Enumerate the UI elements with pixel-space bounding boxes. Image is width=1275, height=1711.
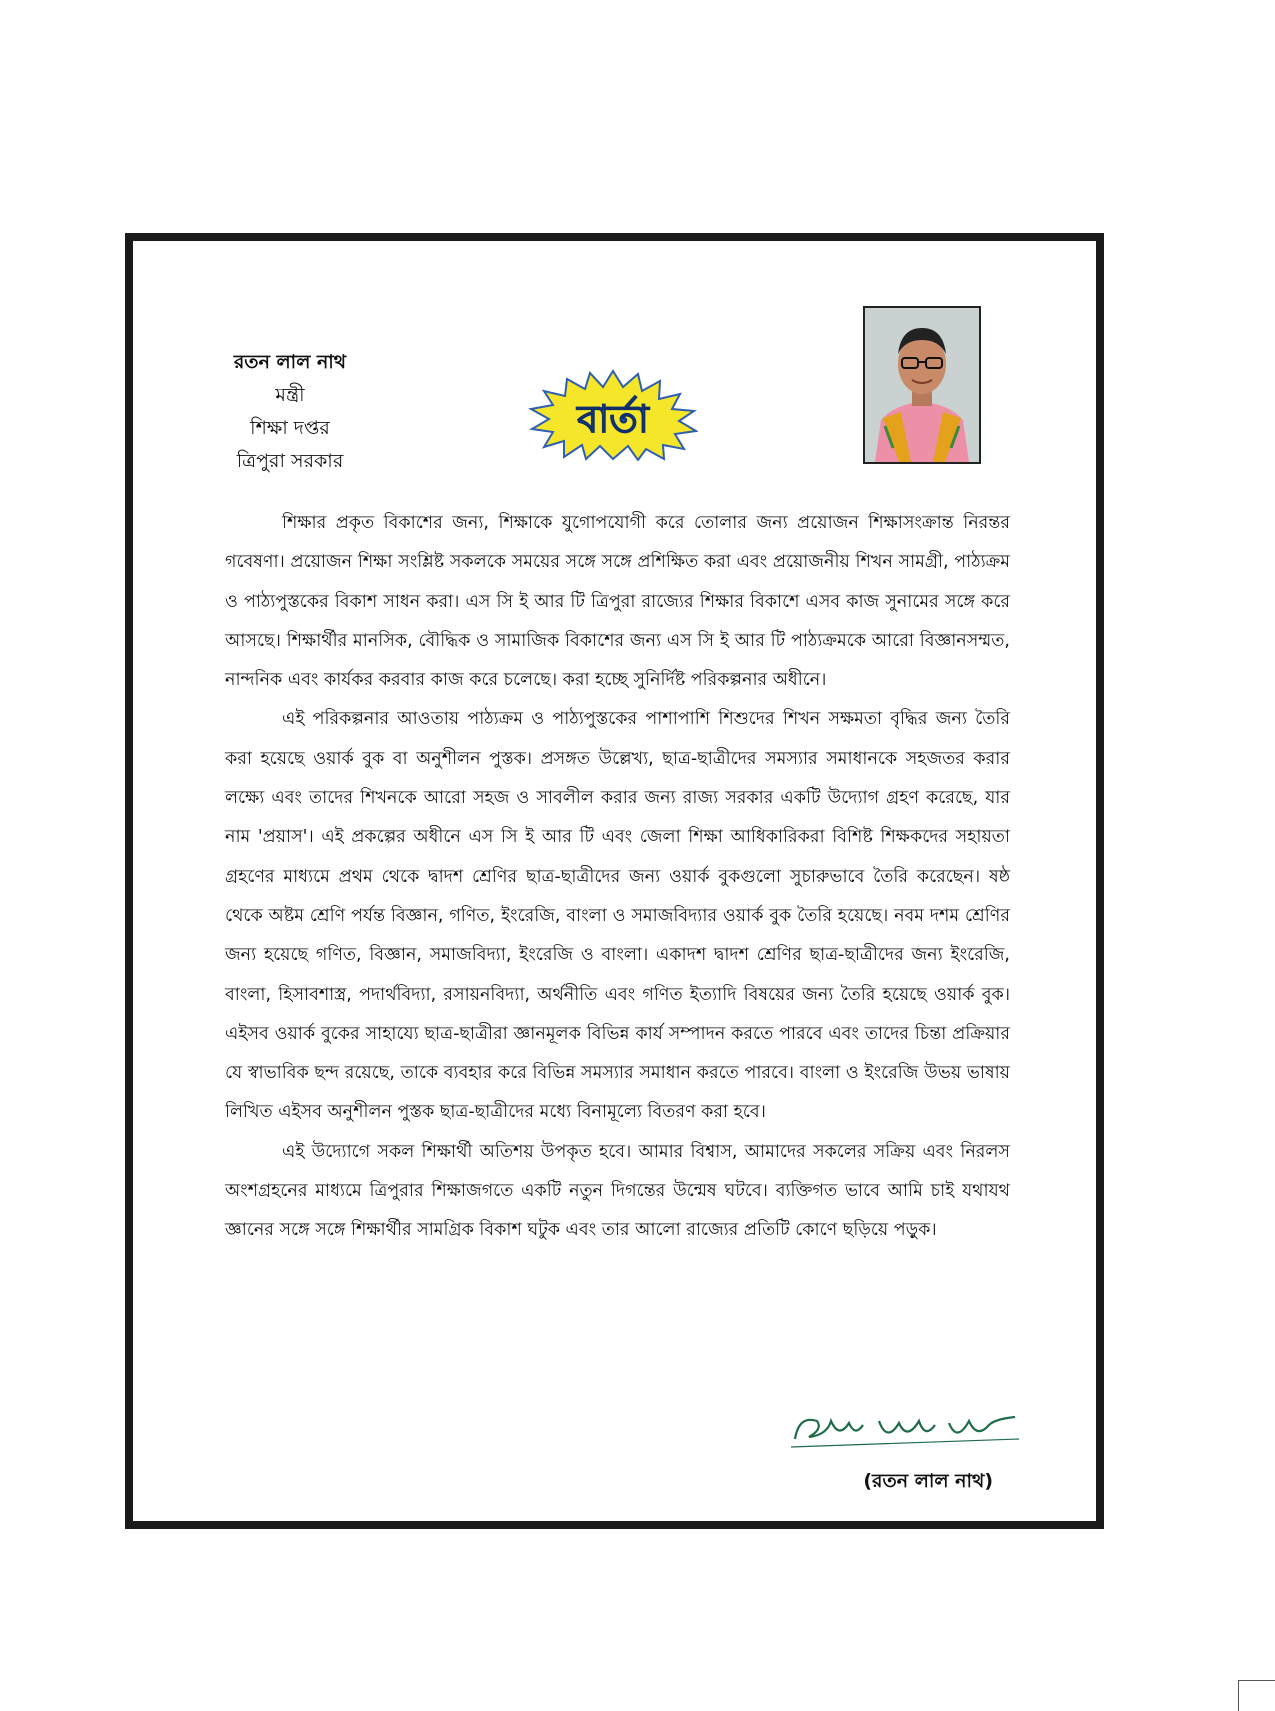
- message-paragraph-3: এই উদ্যোগে সকল শিক্ষার্থী অতিশয় উপকৃত হবে। আমার বিশ্বাস, আমাদের সকলের সক্রিয় এবং নিরলস অংশগ্রহনের মাধ্যমে ত্রিপুরার শিক্ষাজগতে একটি নতুন দিগন্তের উন্মেষ ঘটবে। ব্যক্তিগত ভাবে আমি চাই যথাযথ জ্ঞানের সঙ্গে সঙ্গে শিক্ষার্থীর সামগ্রিক বিকাশ ঘটুক এবং তার আলো রাজ্যের প্রতিটি কোণে ছড়িয়ে পড়ুক।: [225, 1141, 1010, 1241]
- person-portrait-icon: [865, 308, 979, 462]
- starburst-badge-icon: [528, 369, 698, 461]
- author-department: শিক্ষা দপ্তর: [250, 417, 330, 439]
- message-paragraph-1: শিক্ষার প্রকৃত বিকাশের জন্য, শিক্ষাকে যুগোপযোগী করে তোলার জন্য প্রয়োজন শিক্ষাসংক্রান্ত নিরন্তর গবেষণা। প্রয়োজন শিক্ষা সংশ্লিষ্ট সকলকে সময়ের সঙ্গে সঙ্গে প্রশিক্ষিত করা এবং প্রয়োজনীয় শিখন সামগ্রী, পাঠ্যক্রম ও পাঠ্যপুস্তকের বিকাশ সাধন করা। এস সি ই আর টি ত্রিপুরা রাজ্যের শিক্ষার বিকাশে এসব কাজ সুনামের সঙ্গে করে আসছে। শিক্ষার্থীর মানসিক, বৌদ্ধিক ও সামাজিক বিকাশের জন্য এস সি ই আর টি পাঠ্যক্রমকে আরো বিজ্ঞানসম্মত, নান্দনিক এবং কার্যকর করবার কাজ করে চলেছে। করা হচ্ছে সুনির্দিষ্ট পরিকল্পনার অধীনে।: [225, 513, 1010, 691]
- signature-name: (রতন লাল নাথ): [863, 1470, 993, 1492]
- message-paragraph-2: এই পরিকল্পনার আওতায় পাঠ্যক্রম ও পাঠ্যপুস্তকের পাশাপাশি শিশুদের শিখন সক্ষমতা বৃদ্ধির জন্য তৈরি করা হয়েছে ওয়ার্ক বুক বা অনুশীলন পুস্তক। প্রসঙ্গত উল্লেখ্য, ছাত্র-ছাত্রীদের সমস্যার সমাধানকে সহজতর করার লক্ষ্যে এবং তাদের শিখনকে আরো সহজ ও সাবলীল করার জন্য রাজ্য সরকার একটি উদ্যোগ গ্রহণ করেছে, যার নাম 'প্রয়াস'। এই প্রকল্পের অধীনে এস সি ই আর টি এবং জেলা শিক্ষা আধিকারিকরা বিশিষ্ট শিক্ষকদের সহায়তা গ্রহণের মাধ্যমে প্রথম থেকে দ্বাদশ শ্রেণির ছাত্র-ছাত্রীদের জন্য ওয়ার্ক বুকগুলো সুচারুভাবে তৈরি করেছেন। ষষ্ঠ থেকে অষ্টম শ্রেণি পর্যন্ত বিজ্ঞান, গণিত, ইংরেজি, বাংলা ও সমাজবিদ্যার ওয়ার্ক বুক তৈরি হয়েছে। নবম দশম শ্রেণির জন্য হয়েছে গণিত, বিজ্ঞান, সমাজবিদ্যা, ইংরেজি ও বাংলা। একাদশ দ্বাদশ শ্রেণির ছাত্র-ছাত্রীদের জন্য ইংরেজি, বাংলা, হিসাবশাস্ত্র, পদার্থবিদ্যা, রসায়নবিদ্যা, অর্থনীতি এবং গণিত ইত্যাদি বিষয়ের জন্য তৈরি হয়েছে ওয়ার্ক বুক। এইসব ওয়ার্ক বুকের সাহায্যে ছাত্র-ছাত্রীরা জ্ঞানমূলক বিভিন্ন কার্য সম্পাদন করতে পারবে এবং তাদের চিন্তা প্রক্রিয়ার যে স্বাভাবিক ছন্দ রয়েছে, তাকে ব্যবহার করে বিভিন্ন সমস্যার সমাধান করতে পারবে। বাংলা ও ইংরেজি উভয় ভাষায় লিখিত এইসব অনুশীলন পুস্তক ছাত্র-ছাত্রীদের মধ্যে বিনামূল্যে বিতরণ করা হবে।: [225, 709, 1010, 1123]
- handwritten-signature-icon: [783, 1399, 1023, 1459]
- author-name: রতন লাল নাথ: [233, 351, 347, 373]
- author-portrait: [863, 306, 981, 464]
- author-designation: মন্ত্রী: [275, 384, 305, 406]
- author-block: [215, 346, 365, 478]
- message-body: [225, 504, 1010, 1251]
- message-frame: [125, 233, 1104, 1529]
- page-corner-mark: [1238, 1680, 1275, 1711]
- author-government: ত্রিপুরা সরকার: [236, 450, 344, 472]
- heading-text: বার্তা: [577, 397, 649, 441]
